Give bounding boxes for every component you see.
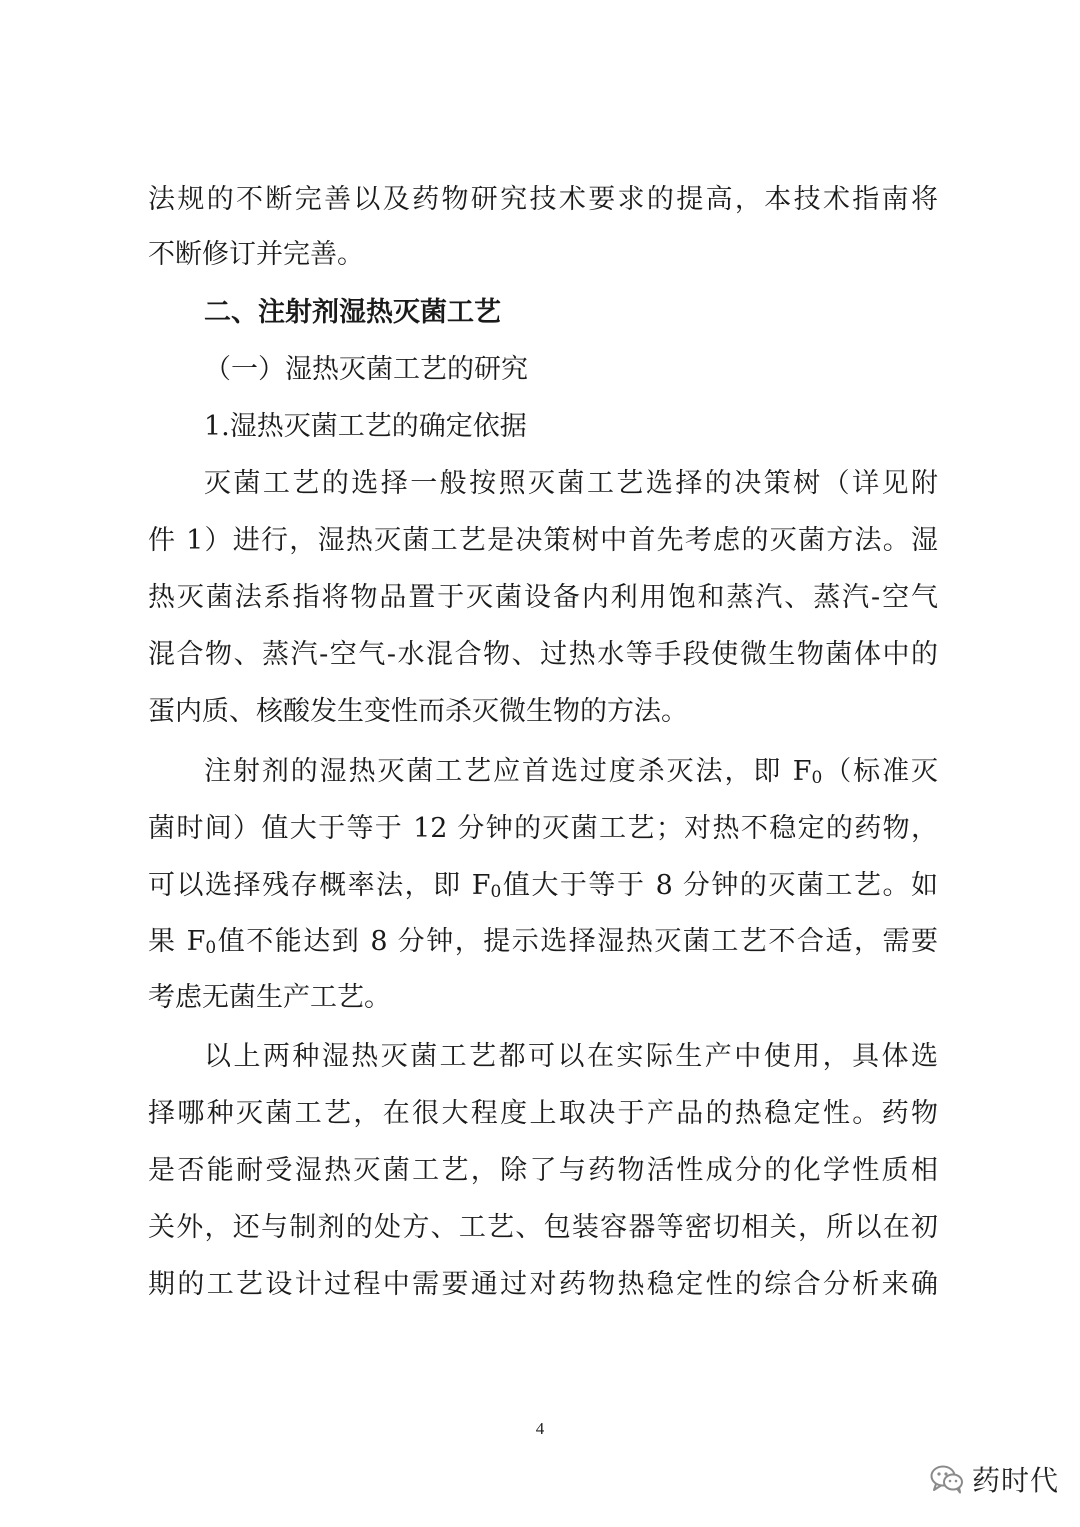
text-line: 混合物、蒸汽-空气-水混合物、过热水等手段使微生物菌体中的 [148, 639, 938, 670]
text-line [204, 753, 938, 791]
text-line: 以上两种湿热灭菌工艺都可以在实际生产中使用，具体选 [204, 1041, 938, 1072]
text-fragment: 注射剂的湿热灭菌工艺应首选过度杀灭法，即 F [204, 756, 812, 787]
text-line [148, 867, 938, 905]
text-fragment: （标准灭 [822, 756, 938, 787]
text-fragment: 果 F [148, 926, 206, 957]
text-line: 蛋内质、核酸发生变性而杀灭微生物的方法。 [148, 696, 688, 727]
text-line: 灭菌工艺的选择一般按照灭菌工艺选择的决策树（详见附 [204, 468, 938, 499]
text-line: 热灭菌法系指将物品置于灭菌设备内利用饱和蒸汽、蒸汽-空气 [148, 582, 938, 613]
subscript: 0 [811, 768, 823, 788]
text-line: 期的工艺设计过程中需要通过对药物热稳定性的综合分析来确 [148, 1269, 938, 1300]
text-line: 1.湿热灭菌工艺的确定依据 [204, 411, 527, 442]
text-line: 是否能耐受湿热灭菌工艺，除了与药物活性成分的化学性质相 [148, 1155, 938, 1186]
text-line: 件 1）进行，湿热灭菌工艺是决策树中首先考虑的灭菌方法。湿 [148, 525, 938, 556]
page-number: 4 [535, 1419, 545, 1438]
text-fragment: 值大于等于 8 分钟的灭菌工艺。如 [501, 870, 938, 901]
text-fragment: 值不能达到 8 分钟，提示选择湿热灭菌工艺不合适，需要 [216, 926, 938, 957]
watermark [930, 1455, 1059, 1503]
text-line [148, 923, 938, 961]
section-heading: 二、注射剂湿热灭菌工艺 [204, 297, 501, 328]
text-line: 关外，还与制剂的处方、工艺、包装容器等密切相关，所以在初 [148, 1212, 938, 1243]
watermark-text: 药时代 [972, 1464, 1060, 1497]
text-line: 择哪种灭菌工艺，在很大程度上取决于产品的热稳定性。药物 [148, 1098, 938, 1129]
subscript: 0 [205, 938, 217, 958]
text-line: 考虑无菌生产工艺。 [148, 982, 391, 1013]
text-line: （一）湿热灭菌工艺的研究 [204, 354, 528, 385]
text-line: 法规的不断完善以及药物研究技术要求的提高，本技术指南将 [148, 184, 938, 215]
wechat-icon [930, 1464, 964, 1494]
subscript: 0 [490, 882, 502, 902]
text-line: 菌时间）值大于等于 12 分钟的灭菌工艺；对热不稳定的药物， [148, 813, 938, 844]
text-line: 不断修订并完善。 [148, 239, 364, 270]
text-fragment: 可以选择残存概率法，即 F [148, 870, 491, 901]
